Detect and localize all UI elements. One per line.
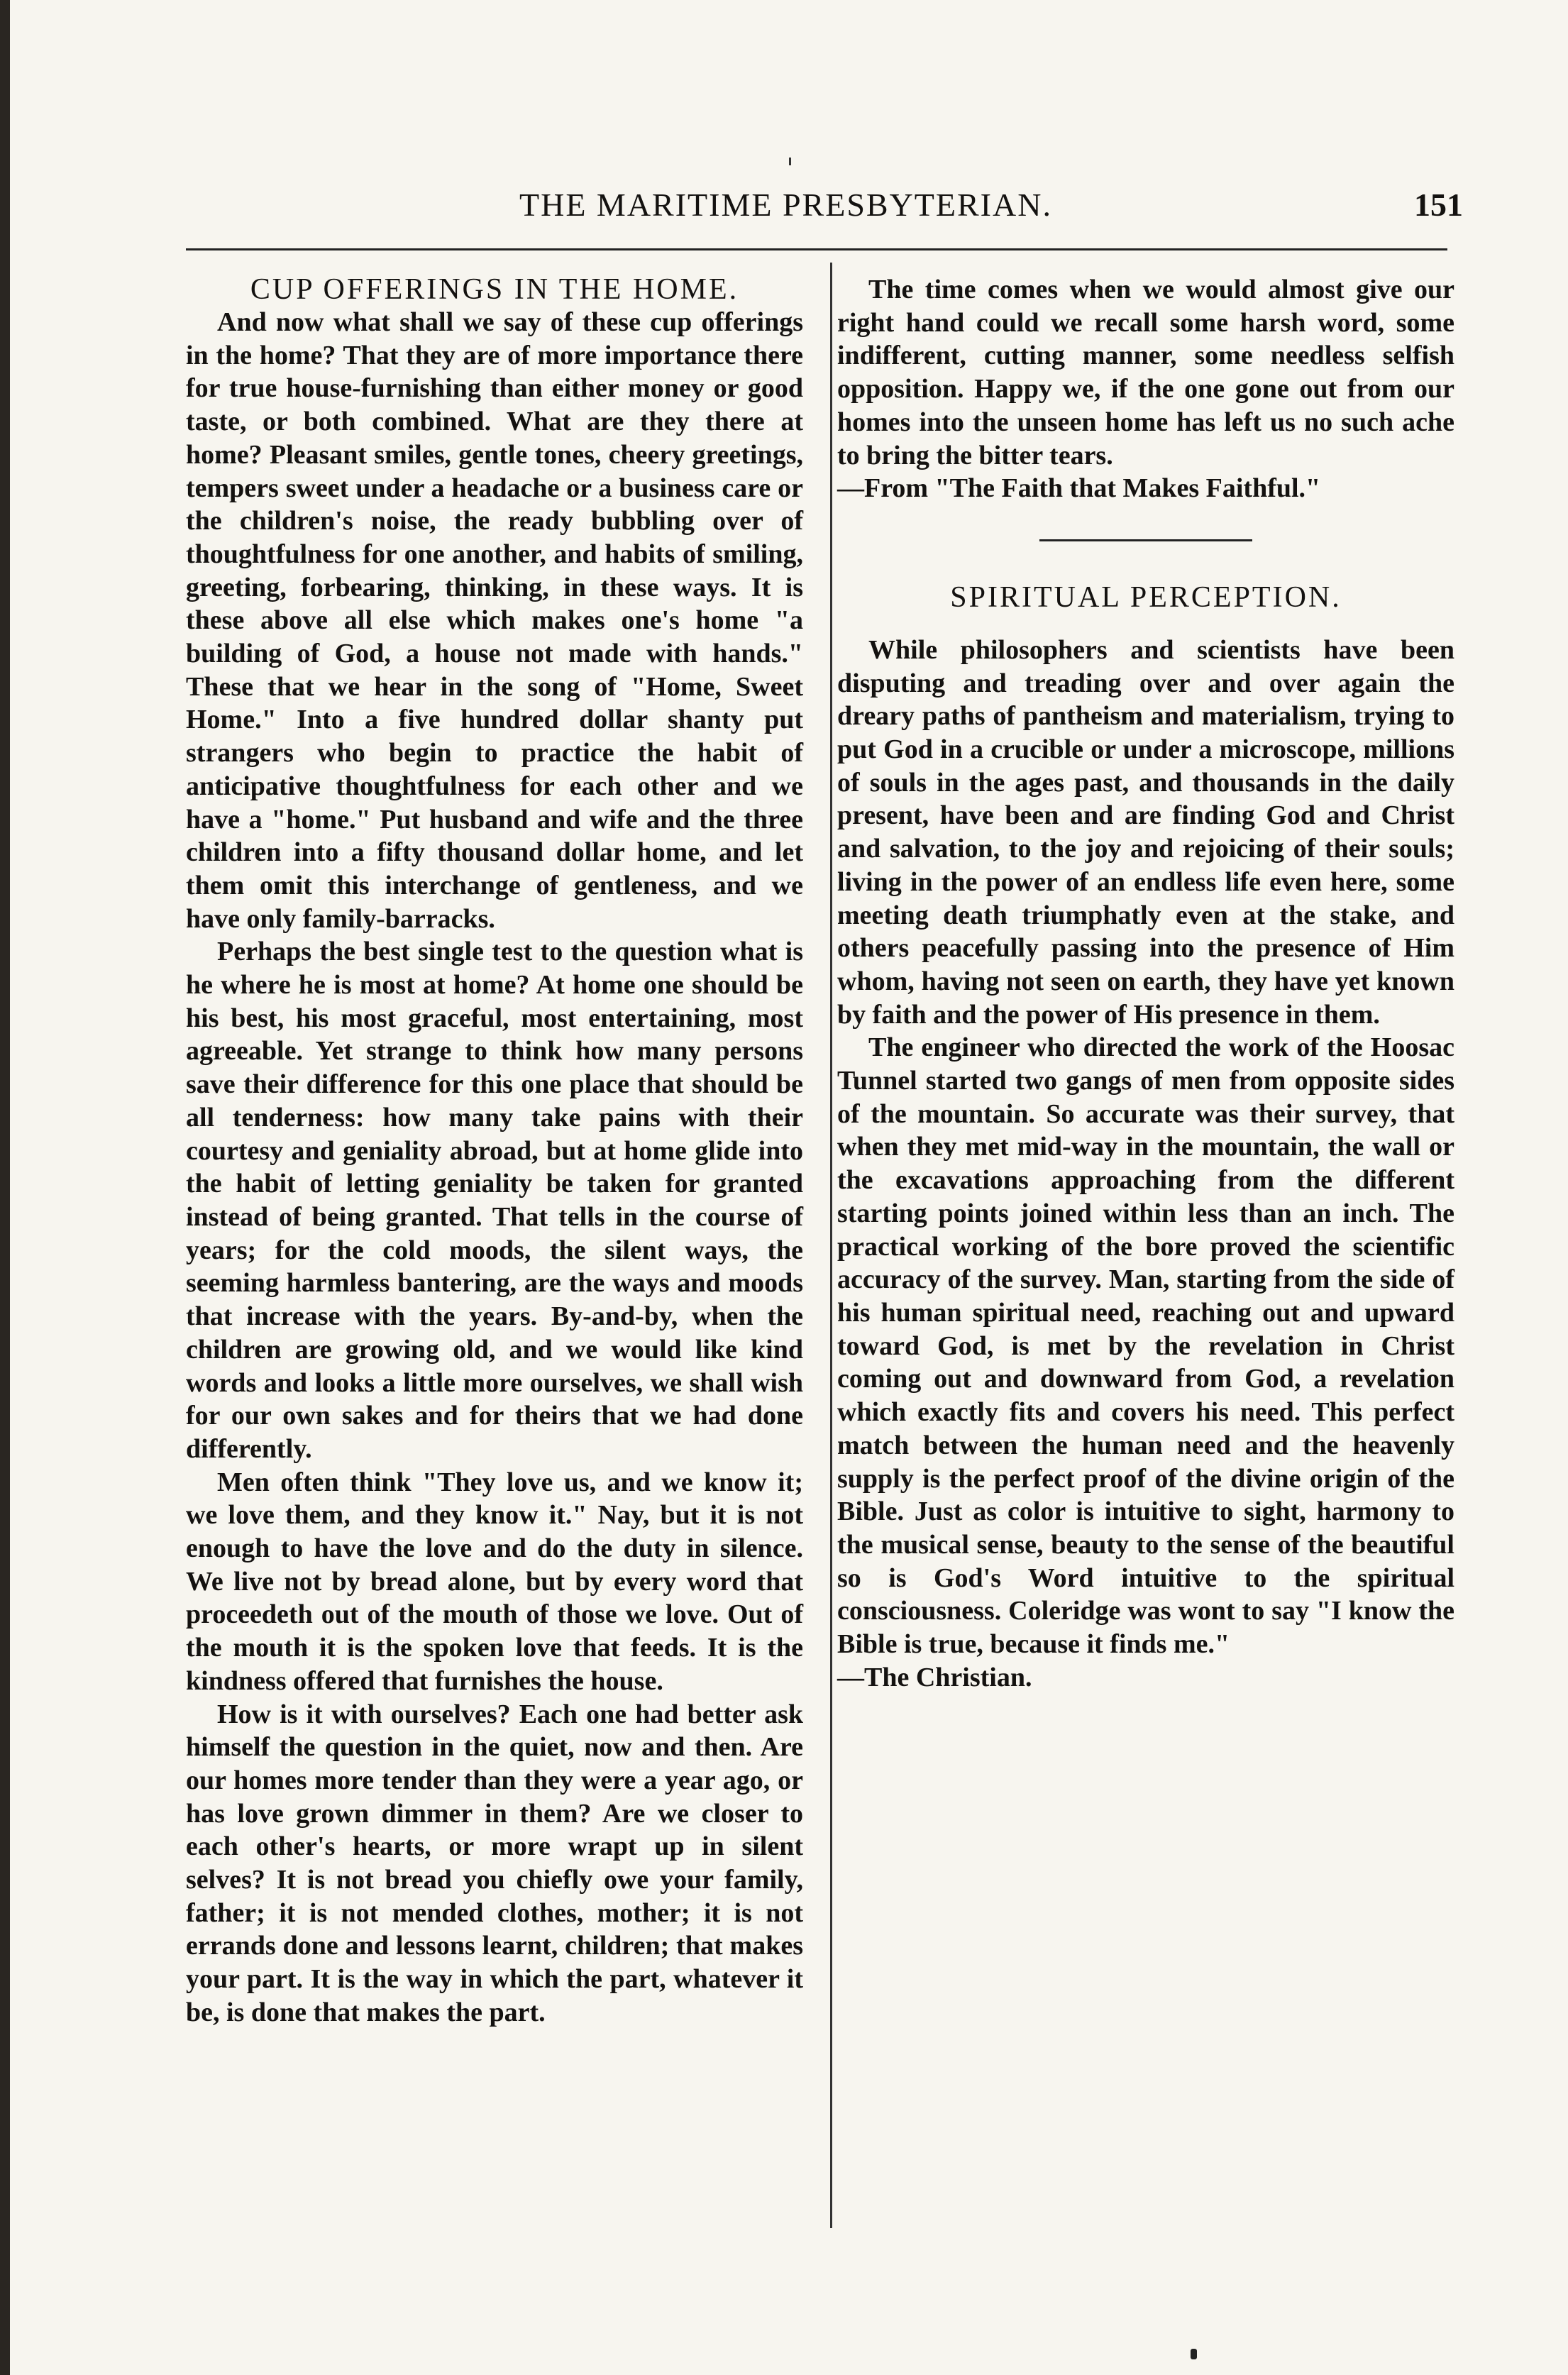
running-head — [186, 186, 1463, 236]
article-paragraph: How is it with ourselves? Each one had better ask himself the question in the quiet, now and then. Are our homes more tender than they were a year ago, or has love grown dimmer in them? Are we closer to each other's hearts, or more wrapt up in silent selves? It is not bread you chiefly owe your family, father; it is not mended clothes, mother; it is not errands done and lessons learnt, children; that makes your part. It is the way in which the part, whatever it be, is done that makes the part. — [186, 1699, 803, 2027]
print-mark — [1191, 2349, 1197, 2359]
page-number: 151 — [1414, 187, 1463, 223]
article-paragraph: The time comes when we would almost give our right hand could we recall some harsh word, some indifferent, cutting manner, some needless selfish opposition. Happy we, if the one gone out from our homes into the unseen home has left us no such ache to bring the bitter tears. — [837, 275, 1454, 470]
print-mark — [789, 158, 791, 165]
article-paragraph: Perhaps the best single test to the question what is he where he is most at home? At home one should be his best, his most graceful, most entertaining, most agreeable. Yet strange to think how many persons save their difference for this one place that should be all tenderness: how many take pains with their courtesy and geniality abroad, but at home glide into the habit of letting geniality be taken for granted instead of being granted. That tells in the course of years; for the cold moods, the silent ways, the seeming harmless bantering, are the ways and moods that increase with the years. By-and-by, when the children are growing old, and we would like kind words and looks a little more ourselves, we shall wish for our own sakes and for theirs that we had done differently. — [186, 937, 803, 1464]
section-divider — [1039, 539, 1252, 541]
article-title-spiritual-perception: SPIRITUAL PERCEPTION. — [950, 580, 1342, 614]
article-paragraph: Men often think "They love us, and we know it; we love them, and they know it." Nay, but it is not enough to have the love and do the duty in silence. We live not by bread alone, but by every word that proceedeth out of the mouth of those we love. Out of the mouth it is the spoken love that feeds. It is the kindness offered that furnishes the house. — [186, 1467, 803, 1696]
column-divider — [830, 263, 832, 2228]
article-title-cup-offerings: CUP OFFERINGS IN THE HOME. — [250, 273, 739, 306]
header-rule — [186, 248, 1447, 250]
right-column — [837, 273, 1454, 1694]
page-binding-edge — [0, 0, 10, 2375]
article-source: —From "The Faith that Makes Faithful." — [837, 473, 1321, 504]
article-paragraph: The engineer who directed the work of the Hoosac Tunnel started two gangs of men from opposite sides of the mountain. So accurate was their survey, that when they met mid-way in the mountain, the wall or the excavations approaching from the different starting points joined within less than an inch. The practical working of the bore proved the scientific accuracy of the survey. Man, starting from the side of his human spiritual need, reaching out and upward toward God, is met by the revelation in Christ coming out and downward from God, a revelation which exactly fits and covers his need. This perfect match between the human need and the heavenly supply is the perfect proof of the divine origin of the Bible. Just as color is intuitive to sight, harmony to the musical sense, beauty to the sense of the beautiful so is God's Word intuitive to the spiritual consciousness. Coleridge was wont to say "I know the Bible is true, because it finds me." — [837, 1032, 1454, 1660]
article-source: —The Christian. — [837, 1662, 1032, 1692]
article-paragraph: While philosophers and scientists have been disputing and treading over and over again the dreary paths of pantheism and materialism, trying to put God in a crucible or under a microscope, millions of souls in the ages past, and thousands in the daily present, have been and are finding God and Christ and salvation, to the joy and rejoicing of their souls; living in the power of an endless life even here, some meeting death triumphatly even at the stake, and others peacefully passing into the presence of Him whom, having not seen on earth, they have yet known by faith and the power of His presence in them. — [837, 634, 1454, 1030]
publication-title: THE MARITIME PRESBYTERIAN. — [519, 187, 1052, 223]
article-paragraph: And now what shall we say of these cup offerings in the home? That they are of more importance there for true house-furnishing than either money or good taste, or both combined. What are they there at home? Pleasant smiles, gentle tones, cheery greetings, tempers sweet under a headache or a business care or the children's noise, the ready bubbling over of thoughtfulness for one another, and habits of smiling, greeting, forbearing, thinking, in these ways. It is these above all else which makes one's home "a building of God, a house not made with hands." These that we hear in the song of "Home, Sweet Home." Into a five hundred dollar shanty put strangers who begin to practice the habit of anticipative thoughtfulness for each other and we have a "home." Put husband and wife and the three children into a fifty thousand dollar home, and let them omit this interchange of gentleness, and we have only family-barracks. — [186, 307, 803, 934]
left-column — [186, 273, 803, 2029]
